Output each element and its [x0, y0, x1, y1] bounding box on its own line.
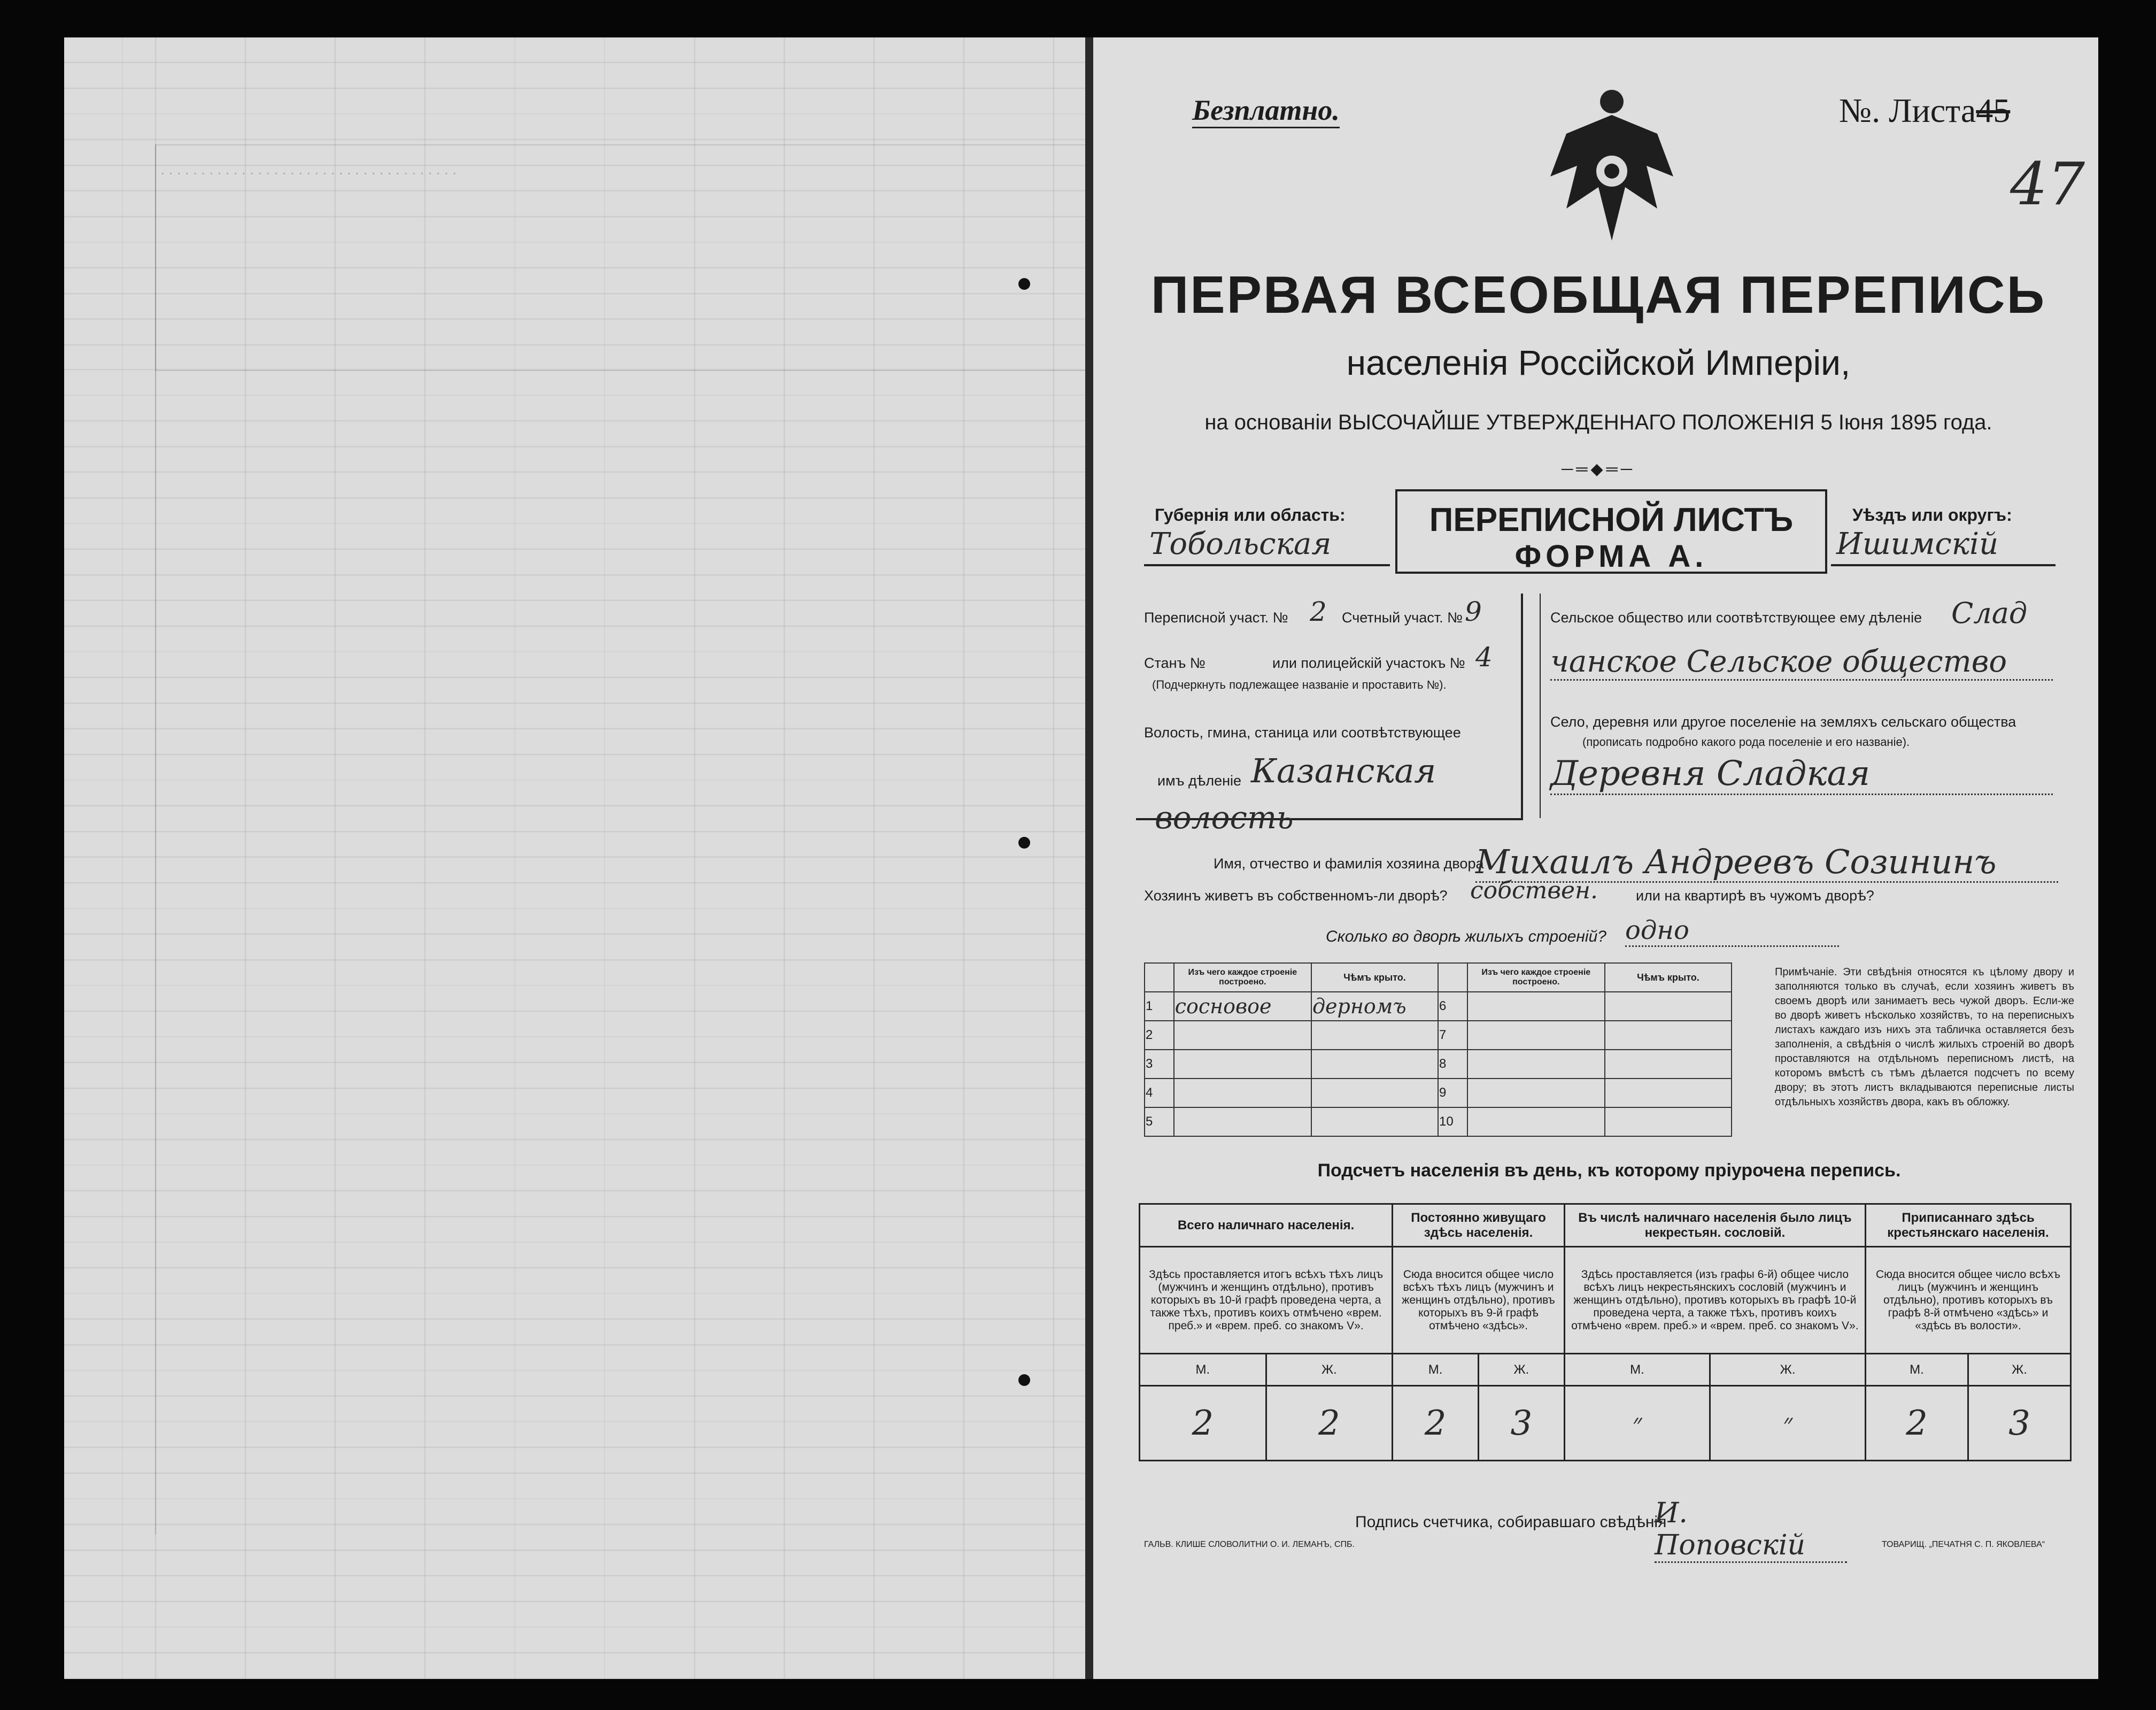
table-row — [1145, 1050, 1732, 1079]
count-col-desc: Сюда вносится общее число всѣхъ тѣхъ лицъ (мужчинъ и женщинъ отдѣльно), противъ которыхъ въ 9-й графѣ отмѣчено «здѣсь». — [1393, 1247, 1565, 1354]
buildings-count-label: Сколько во дворѣ жилыхъ строеній? — [1326, 928, 1606, 945]
village-note: (прописать подробно какого рода поселеніе и его названіе). — [1582, 735, 1910, 749]
count-female-value: 2 — [1266, 1386, 1393, 1461]
buildings-table — [1144, 962, 1732, 1137]
building-roof — [1605, 1021, 1732, 1050]
building-material: сосновое — [1174, 992, 1311, 1021]
district-label: Уѣздъ или округъ: — [1852, 505, 2012, 525]
row-number: 9 — [1438, 1079, 1467, 1107]
title-main: ПЕРВАЯ ВСЕОБЩАЯ ПЕРЕПИСЬ — [1150, 265, 2046, 324]
female-label: Ж. — [1266, 1354, 1393, 1386]
col-material: Изъ чего каждое строеніе построено. — [1467, 963, 1605, 992]
count-col-header: Всего наличнаго населенія. — [1140, 1204, 1393, 1247]
police-label: или полицейскій участокъ № — [1272, 655, 1465, 671]
male-label: М. — [1564, 1354, 1710, 1386]
table-row — [1145, 1107, 1732, 1136]
province-label: Губернія или область: — [1155, 505, 1346, 525]
count-col-desc: Здѣсь проставляется итогъ всѣхъ тѣхъ лицъ (мужчинъ и женщинъ отдѣльно), противъ которыхъ въ 10-й графѣ проведена черта, а также тѣхъ, противъ коихъ отмѣчено «врем. преб.» и «врем. преб. со знакомъ V». — [1140, 1247, 1393, 1354]
row-number: 6 — [1438, 992, 1467, 1021]
owner-label: Имя, отчество и фамилія хозяина двора — [1214, 856, 1484, 872]
signature-value: И. Поповскій — [1655, 1497, 1847, 1563]
count-female-value: ״ — [1710, 1386, 1866, 1461]
row-number: 2 — [1145, 1021, 1174, 1050]
col-material: Изъ чего каждое строеніе построено. — [1174, 963, 1311, 992]
female-label: Ж. — [1479, 1354, 1565, 1386]
building-material — [1174, 1021, 1311, 1050]
fields-divider — [1540, 594, 1541, 818]
building-material — [1174, 1050, 1311, 1079]
building-roof — [1605, 1107, 1732, 1136]
footer-right: ТОВАРИЩ. „ПЕЧАТНЯ С. П. ЯКОВЛЕВА“ — [1882, 1540, 2045, 1549]
table-row — [1145, 1021, 1732, 1050]
building-roof — [1311, 1107, 1438, 1136]
police-value: 4 — [1475, 642, 1493, 673]
building-material — [1467, 992, 1605, 1021]
volost-value-1: Казанская — [1251, 751, 1436, 790]
table-row — [1145, 1079, 1732, 1107]
volost-value-2: волость — [1155, 799, 1294, 836]
society-label: Сельское общество или соотвѣтствующее ему дѣленіе — [1550, 610, 1922, 626]
form-title-box — [1395, 489, 1827, 574]
punch-hole — [1018, 1374, 1030, 1386]
count-male-value: 2 — [1393, 1386, 1479, 1461]
building-roof — [1605, 1050, 1732, 1079]
row-number: 5 — [1145, 1107, 1174, 1136]
count-col-desc: Сюда вносится общее число всѣхъ лицъ (мужчинъ и женщинъ отдѣльно), противъ которыхъ въ графѣ 8-й отмѣчено «здѣсь» и «здѣсь въ волости». — [1866, 1247, 2071, 1354]
district-value: Ишимскій — [1836, 527, 1999, 561]
building-material — [1174, 1107, 1311, 1136]
title-statute: на основаніи ВЫСОЧАЙШЕ УТВЕРЖДЕННАГО ПОЛОЖЕНІЯ 5 Іюня 1895 года. — [1204, 411, 1992, 434]
census-section-label: Переписной участ. № — [1144, 610, 1288, 626]
ornament-divider: ─═◆═─ — [1561, 460, 1636, 478]
sheet-old-number: 45 — [1976, 91, 2011, 129]
sheet-label: №. Листа — [1839, 91, 1976, 129]
faded-grid-border — [155, 144, 1118, 1535]
village-value: Деревня Сладкая — [1550, 754, 2053, 795]
male-label: М. — [1866, 1354, 1968, 1386]
census-section-value: 2 — [1310, 596, 1327, 627]
sheet-number-label — [1839, 91, 2010, 130]
province-value: Тобольская — [1149, 527, 1332, 561]
col-n — [1438, 963, 1467, 992]
col-roof: Чѣмъ крыто. — [1311, 963, 1438, 992]
owner-lives-value: собствен. — [1470, 877, 1598, 904]
building-material — [1467, 1079, 1605, 1107]
stan-label: Станъ № — [1144, 655, 1205, 671]
count-male-value: ״ — [1564, 1386, 1710, 1461]
counting-section-label: Счетный участ. № — [1342, 610, 1463, 626]
row-number: 3 — [1145, 1050, 1174, 1079]
free-label: Безплатно. — [1192, 94, 1340, 128]
underline-note: (Подчеркнуть подлежащее названіе и проставить №). — [1152, 678, 1447, 691]
building-roof — [1605, 992, 1732, 1021]
signature-label: Подпись счетчика, собиравшаго свѣдѣнія — [1355, 1513, 1667, 1531]
building-material — [1174, 1079, 1311, 1107]
left-page — [64, 37, 1085, 1679]
owner-lives-label-2: или на квартирѣ въ чужомъ дворѣ? — [1636, 888, 1874, 904]
table-row — [1145, 992, 1732, 1021]
count-col-header: Въ числѣ наличнаго населенія было лицъ некрестьян. сословій. — [1564, 1204, 1865, 1247]
population-count-table — [1139, 1203, 2072, 1461]
owner-lives-label: Хозяинъ живетъ въ собственномъ-ли дворѣ? — [1144, 888, 1448, 904]
count-female-value: 3 — [1968, 1386, 2070, 1461]
province-box — [1144, 489, 1390, 566]
building-roof — [1311, 1050, 1438, 1079]
row-number: 7 — [1438, 1021, 1467, 1050]
building-material — [1467, 1021, 1605, 1050]
building-material — [1467, 1107, 1605, 1136]
form-title-line2: ФОРМА А. — [1514, 539, 1708, 574]
footer-left: ГАЛЬВ. КЛИШЕ СЛОВОЛИТНИ О. И. ЛЕМАНЪ, СПБ. — [1144, 1540, 1355, 1549]
col-roof: Чѣмъ крыто. — [1605, 963, 1732, 992]
female-label: Ж. — [1968, 1354, 2070, 1386]
count-col-header: Приписаннаго здѣсь крестьянскаго населенія. — [1866, 1204, 2071, 1247]
count-title: Подсчетъ населенія въ день, къ которому пріурочена перепись. — [1317, 1160, 1901, 1181]
volost-label: Волость, гмина, станица или соотвѣтствующее — [1144, 725, 1461, 741]
count-col-desc: Здѣсь проставляется (изъ графы 6-й) общее число всѣхъ лицъ некрестьянскихъ сословій (мужчинъ и женщинъ отдѣльно), противъ которыхъ въ графѣ 10-й проведена черта, а также тѣхъ, противъ коихъ отмѣчено «врем. преб.» и «врем. преб. со знакомъ V». — [1564, 1247, 1865, 1354]
note-text: Примѣчаніе. Эти свѣдѣнія относятся къ цѣлому двору и заполняются только въ случаѣ, если хозяинъ живетъ въ своемъ дворѣ или занимаетъ весь чужой дворъ. Если-же во дворѣ живетъ нѣсколько хозяйствъ, то на переписныхъ листахъ каждаго изъ нихъ эта табличка оставляется безъ заполненія, а свѣдѣнія о числѣ жилыхъ строеній во дворѣ проставляются на отдѣльномъ переписномъ листѣ, на которомъ вмѣстѣ съ тѣмъ дѣлается подсчетъ по всему двору; въ этотъ листъ вкладываются переписные листы отдѣльныхъ хозяйствъ двора, какъ въ обложку. — [1775, 966, 2074, 1108]
society-value-2: чанское Сельское общество — [1550, 644, 2053, 681]
counting-section-value: 9 — [1465, 596, 1482, 627]
row-number: 1 — [1145, 992, 1174, 1021]
title-subtitle: населенія Россійской Имперіи, — [1346, 343, 1851, 382]
count-male-value: 2 — [1866, 1386, 1968, 1461]
punch-hole — [1018, 837, 1030, 849]
row-number: 8 — [1438, 1050, 1467, 1079]
imperial-eagle-icon — [1545, 86, 1679, 246]
male-label: М. — [1140, 1354, 1266, 1386]
building-roof — [1311, 1079, 1438, 1107]
count-male-value: 2 — [1140, 1386, 1266, 1461]
building-roof — [1311, 1021, 1438, 1050]
book-spine — [1085, 37, 1093, 1679]
building-material — [1467, 1050, 1605, 1079]
buildings-count-value: одно — [1625, 915, 1839, 947]
male-label: М. — [1393, 1354, 1479, 1386]
count-female-value: 3 — [1479, 1386, 1565, 1461]
owner-value: Михаилъ Андреевъ Созининъ — [1475, 842, 2058, 883]
volost-label-2: имъ дѣленіе — [1157, 773, 1242, 789]
col-n — [1145, 963, 1174, 992]
village-label: Село, деревня или другое поселеніе на земляхъ сельскаго общества — [1550, 714, 2016, 730]
faded-column-header: · · · · · · · · · · · · · · · · · · · · · · · · · · · · · · · · · · · · · — [160, 166, 457, 181]
form-title-line1: ПЕРЕПИСНОЙ ЛИСТЪ — [1429, 502, 1794, 538]
district-box — [1831, 489, 2055, 566]
punch-hole — [1018, 278, 1030, 290]
building-roof — [1605, 1079, 1732, 1107]
society-value-1: Слад — [1951, 596, 2028, 630]
row-number: 4 — [1145, 1079, 1174, 1107]
row-number: 10 — [1438, 1107, 1467, 1136]
sheet-number-handwritten: 47 — [2010, 150, 2085, 218]
female-label: Ж. — [1710, 1354, 1866, 1386]
count-col-header: Постоянно живущаго здѣсь населенія. — [1393, 1204, 1565, 1247]
building-roof: дерномъ — [1311, 992, 1438, 1021]
